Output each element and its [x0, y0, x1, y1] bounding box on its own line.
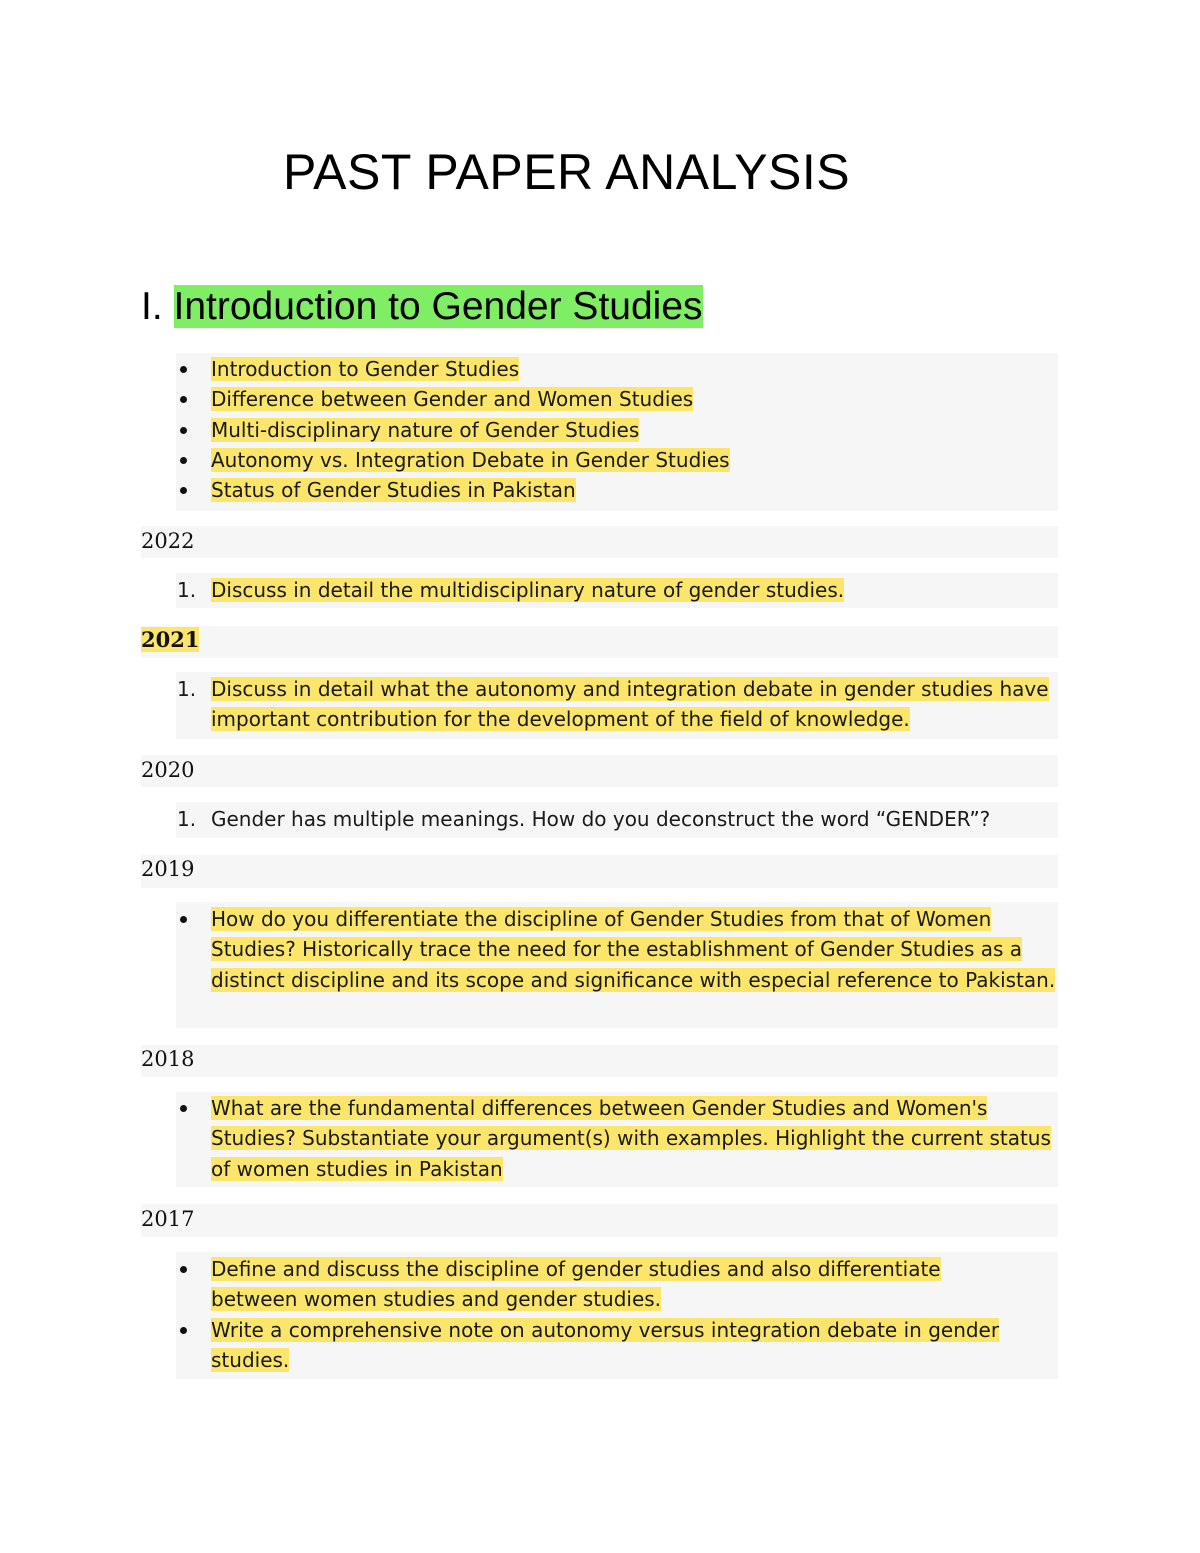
- topics-list: [177, 354, 1077, 505]
- question-text: Discuss in detail the multidisciplinary nature of gender studies.: [211, 578, 845, 602]
- year-2017: 2017: [141, 1207, 195, 1231]
- page-title: PAST PAPER ANALYSIS: [283, 144, 851, 200]
- list-item: [177, 415, 1077, 445]
- year-block: [141, 626, 1058, 658]
- list-item: [177, 475, 1077, 505]
- topic-text: Autonomy vs. Integration Debate in Gender Studies: [211, 447, 730, 472]
- year-block: [141, 855, 1058, 888]
- year-2019: 2019: [141, 857, 195, 881]
- question-text: How do you differentiate the discipline of Gender Studies from that of Women Studies? Historically trace the need for the establishment of Gender Studies as a distinct discipline and its scope and significance with especial reference to Pakistan.: [211, 907, 1056, 992]
- year-2020: 2020: [141, 758, 195, 782]
- year-2018: 2018: [141, 1047, 195, 1071]
- question-text: Define and discuss the discipline of gender studies and also differentiate between women studies and gender studies.: [211, 1257, 941, 1312]
- question-text: Write a comprehensive note on autonomy versus integration debate in gender studies.: [211, 1317, 1000, 1372]
- year-block: [141, 526, 1058, 558]
- questions-2018: [177, 1093, 1057, 1184]
- list-item: [177, 354, 1077, 384]
- section-number: I.: [141, 285, 163, 328]
- year-2021: 2021: [141, 627, 200, 652]
- list-item: [177, 1315, 1017, 1376]
- question-text: Discuss in detail what the autonomy and integration debate in gender studies have important contribution for the development of the field of knowledge.: [211, 677, 1049, 732]
- section-title: Introduction to Gender Studies: [173, 285, 703, 328]
- topic-text: Difference between Gender and Women Studies: [211, 387, 694, 412]
- questions-2021: [177, 674, 1057, 735]
- topic-text: Status of Gender Studies in Pakistan: [211, 478, 576, 503]
- topic-text: Multi-disciplinary nature of Gender Studies: [211, 417, 640, 442]
- topic-text: Introduction to Gender Studies: [211, 357, 520, 381]
- list-item: [177, 384, 1077, 414]
- list-item: [177, 1254, 1017, 1315]
- questions-2019: [177, 904, 1057, 995]
- year-block: [141, 755, 1058, 787]
- section-heading: [141, 282, 703, 332]
- list-item: [177, 445, 1077, 475]
- year-block: [141, 1045, 1058, 1077]
- question-text: Gender has multiple meanings. How do you deconstruct the word “GENDER”?: [211, 807, 991, 831]
- list-item: 1. Gender has multiple meanings. How do you deconstruct the word “GENDER”?: [177, 807, 991, 831]
- list-item: 1. Discuss in detail what the autonomy and integration debate in gender studies have important contribution for the development of the field of knowledge.: [177, 677, 1049, 732]
- questions-2017: [177, 1254, 1017, 1375]
- list-item: 1. Discuss in detail the multidisciplinary nature of gender studies.: [177, 578, 845, 602]
- questions-2022: [177, 575, 1077, 605]
- year-block: [141, 1204, 1058, 1237]
- year-2022: 2022: [141, 529, 195, 553]
- questions-2020: [177, 804, 1077, 834]
- list-item: [177, 1093, 1057, 1184]
- list-item: [177, 904, 1057, 995]
- question-text: What are the fundamental differences between Gender Studies and Women's Studies? Substantiate your argument(s) with examples. Highlight the current status of women studies in Pakistan: [211, 1096, 1051, 1181]
